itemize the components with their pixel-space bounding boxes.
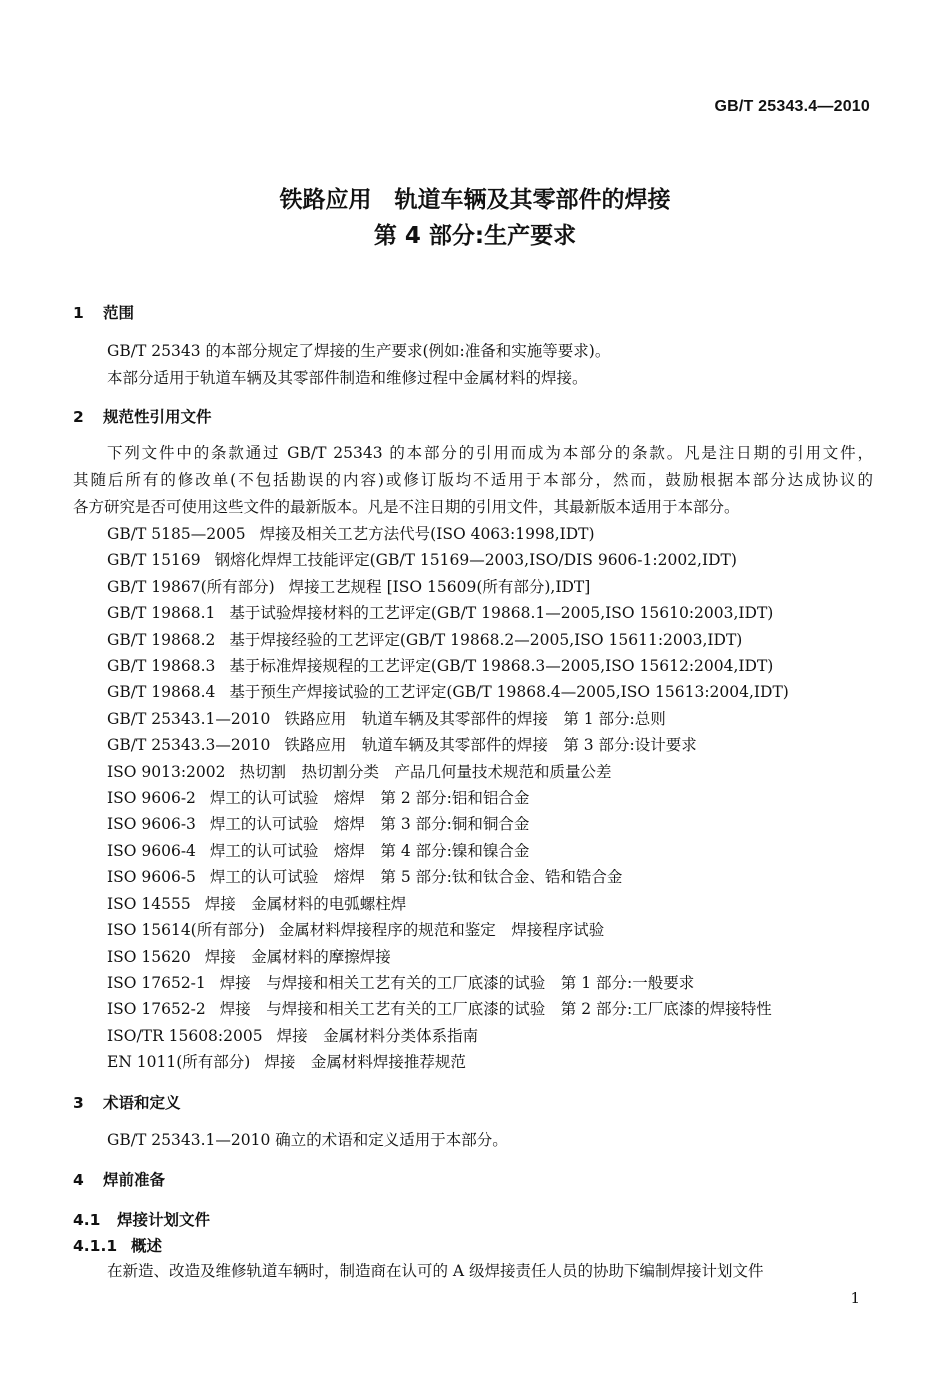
intro-line: 下列文件中的条款通过 GB/T 25343 的本部分的引用而成为本部分的条款。凡是注日期的引用文件， bbox=[107, 444, 873, 462]
subsection-4-1-1-heading bbox=[73, 1235, 162, 1257]
reference-item bbox=[107, 864, 887, 890]
section-title: 规范性引用文件 bbox=[103, 408, 212, 426]
terms-paragraph: GB/T 25343.1—2010 确立的术语和定义适用于本部分。 bbox=[107, 1131, 508, 1149]
reference-title: 焊工的认可试验 熔焊 第 4 部分:镍和镍合金 bbox=[209, 841, 530, 860]
section-2-heading bbox=[73, 406, 212, 428]
reference-item bbox=[107, 627, 887, 653]
section-1-heading bbox=[73, 302, 134, 324]
reference-item bbox=[107, 1049, 887, 1075]
section-3-heading bbox=[73, 1092, 181, 1114]
reference-code: ISO 9606-4 bbox=[107, 841, 196, 860]
scope-paragraph: 本部分适用于轨道车辆及其零部件制造和维修过程中金属材料的焊接。 bbox=[107, 369, 588, 387]
section-number: 4.1.1 bbox=[73, 1237, 118, 1255]
reference-item bbox=[107, 653, 887, 679]
reference-code: GB/T 19868.2 bbox=[107, 630, 216, 649]
reference-code: ISO 9606-5 bbox=[107, 868, 196, 887]
section-4-heading bbox=[73, 1169, 165, 1191]
reference-title: 焊接 金属材料分类体系指南 bbox=[276, 1026, 479, 1045]
reference-item bbox=[107, 706, 887, 732]
reference-title: 焊接 金属材料的电弧螺柱焊 bbox=[204, 894, 407, 913]
section-number: 1 bbox=[73, 304, 84, 322]
section-title: 概述 bbox=[131, 1237, 163, 1255]
reference-code: GB/T 19867(所有部分) bbox=[107, 577, 275, 596]
scope-paragraph: GB/T 25343 的本部分规定了焊接的生产要求(例如:准备和实施等要求)。 bbox=[107, 342, 611, 360]
reference-code: ISO 17652-1 bbox=[107, 973, 206, 992]
subsection-4-1-heading bbox=[73, 1209, 210, 1231]
reference-item bbox=[107, 679, 887, 705]
reference-item bbox=[107, 521, 887, 547]
reference-item bbox=[107, 970, 887, 996]
reference-title: 焊接 与焊接和相关工艺有关的工厂底漆的试验 第 2 部分:工厂底漆的焊接特性 bbox=[219, 1000, 772, 1019]
reference-item bbox=[107, 811, 887, 837]
reference-item bbox=[107, 944, 887, 970]
intro-line: 其随后所有的修改单(不包括勘误的内容)或修订版均不适用于本部分，然而，鼓励根据本部分达成协议的 bbox=[73, 471, 873, 489]
reference-item bbox=[107, 759, 887, 785]
section-number: 3 bbox=[73, 1094, 84, 1112]
reference-code: EN 1011(所有部分) bbox=[107, 1053, 251, 1072]
reference-title: 焊工的认可试验 熔焊 第 2 部分:铝和铝合金 bbox=[209, 789, 530, 808]
reference-title: 基于试验焊接材料的工艺评定(GB/T 19868.1—2005,ISO 15610:2003,IDT) bbox=[229, 604, 774, 623]
reference-item bbox=[107, 574, 887, 600]
reference-item bbox=[107, 996, 887, 1022]
reference-title: 基于标准焊接规程的工艺评定(GB/T 19868.3—2005,ISO 15612:2004,IDT) bbox=[229, 657, 774, 676]
overview-paragraph: 在新造、改造及维修轨道车辆时，制造商在认可的 A 级焊接责任人员的协助下编制焊接计划文件 bbox=[107, 1262, 764, 1280]
reference-title: 焊接 与焊接和相关工艺有关的工厂底漆的试验 第 1 部分:一般要求 bbox=[219, 973, 695, 992]
section-title: 焊接计划文件 bbox=[117, 1211, 211, 1229]
reference-title: 焊工的认可试验 熔焊 第 5 部分:钛和钛合金、锆和锆合金 bbox=[209, 868, 623, 887]
normative-refs-intro bbox=[73, 440, 873, 521]
reference-title: 基于预生产焊接试验的工艺评定(GB/T 19868.4—2005,ISO 15613:2004,IDT) bbox=[229, 683, 789, 702]
reference-item bbox=[107, 732, 887, 758]
reference-title: 基于焊接经验的工艺评定(GB/T 19868.2—2005,ISO 15611:2003,IDT) bbox=[229, 630, 743, 649]
reference-code: GB/T 19868.4 bbox=[107, 683, 216, 702]
reference-list bbox=[107, 521, 887, 1076]
reference-title: 金属材料焊接程序的规范和鉴定 焊接程序试验 bbox=[278, 921, 605, 940]
reference-title: 钢熔化焊焊工技能评定(GB/T 15169—2003,ISO/DIS 9606-1:2002,IDT) bbox=[214, 551, 737, 570]
standard-code: GB/T 25343.4—2010 bbox=[714, 98, 870, 115]
reference-code: ISO 17652-2 bbox=[107, 1000, 206, 1019]
section-number: 4.1 bbox=[73, 1211, 101, 1229]
reference-code: ISO 15614(所有部分) bbox=[107, 921, 265, 940]
reference-title: 焊接工艺规程 [ISO 15609(所有部分),IDT] bbox=[288, 577, 591, 596]
reference-title: 铁路应用 轨道车辆及其零部件的焊接 第 1 部分:总则 bbox=[284, 709, 666, 728]
reference-code: GB/T 5185—2005 bbox=[107, 525, 246, 543]
reference-item bbox=[107, 891, 887, 917]
reference-item bbox=[107, 785, 887, 811]
reference-code: GB/T 19868.3 bbox=[107, 657, 216, 676]
reference-title: 铁路应用 轨道车辆及其零部件的焊接 第 3 部分:设计要求 bbox=[284, 736, 697, 755]
reference-code: ISO/TR 15608:2005 bbox=[107, 1026, 263, 1045]
reference-code: ISO 14555 bbox=[107, 894, 191, 913]
reference-item bbox=[107, 917, 887, 943]
page-number: 1 bbox=[850, 1289, 860, 1307]
reference-title: 热切割 热切割分类 产品几何量技术规范和质量公差 bbox=[239, 762, 612, 781]
reference-item bbox=[107, 600, 887, 626]
section-number: 4 bbox=[73, 1171, 84, 1189]
reference-code: ISO 9013:2002 bbox=[107, 762, 226, 781]
reference-item bbox=[107, 547, 887, 573]
reference-code: ISO 9606-3 bbox=[107, 815, 196, 834]
reference-item bbox=[107, 838, 887, 864]
document-title-line2: 第 4 部分:生产要求 bbox=[373, 223, 577, 249]
reference-code: GB/T 25343.1—2010 bbox=[107, 709, 271, 728]
reference-code: GB/T 25343.3—2010 bbox=[107, 736, 271, 755]
reference-title: 焊接 金属材料的摩擦焊接 bbox=[204, 947, 391, 966]
reference-item bbox=[107, 1023, 887, 1049]
intro-line: 各方研究是否可使用这些文件的最新版本。凡是不注日期的引用文件，其最新版本适用于本部分。 bbox=[73, 498, 740, 516]
document-title-line1: 铁路应用 轨道车辆及其零部件的焊接 bbox=[279, 187, 671, 213]
reference-title: 焊接及相关工艺方法代号(ISO 4063:1998,IDT) bbox=[259, 525, 595, 543]
reference-title: 焊工的认可试验 熔焊 第 3 部分:铜和铜合金 bbox=[209, 815, 530, 834]
section-title: 焊前准备 bbox=[103, 1171, 166, 1189]
reference-title: 焊接 金属材料焊接推荐规范 bbox=[264, 1053, 466, 1072]
reference-code: ISO 15620 bbox=[107, 947, 191, 966]
reference-code: GB/T 19868.1 bbox=[107, 604, 216, 623]
reference-code: ISO 9606-2 bbox=[107, 789, 196, 808]
section-number: 2 bbox=[73, 408, 84, 426]
reference-code: GB/T 15169 bbox=[107, 551, 201, 570]
section-title: 范围 bbox=[103, 304, 135, 322]
section-title: 术语和定义 bbox=[103, 1094, 181, 1112]
